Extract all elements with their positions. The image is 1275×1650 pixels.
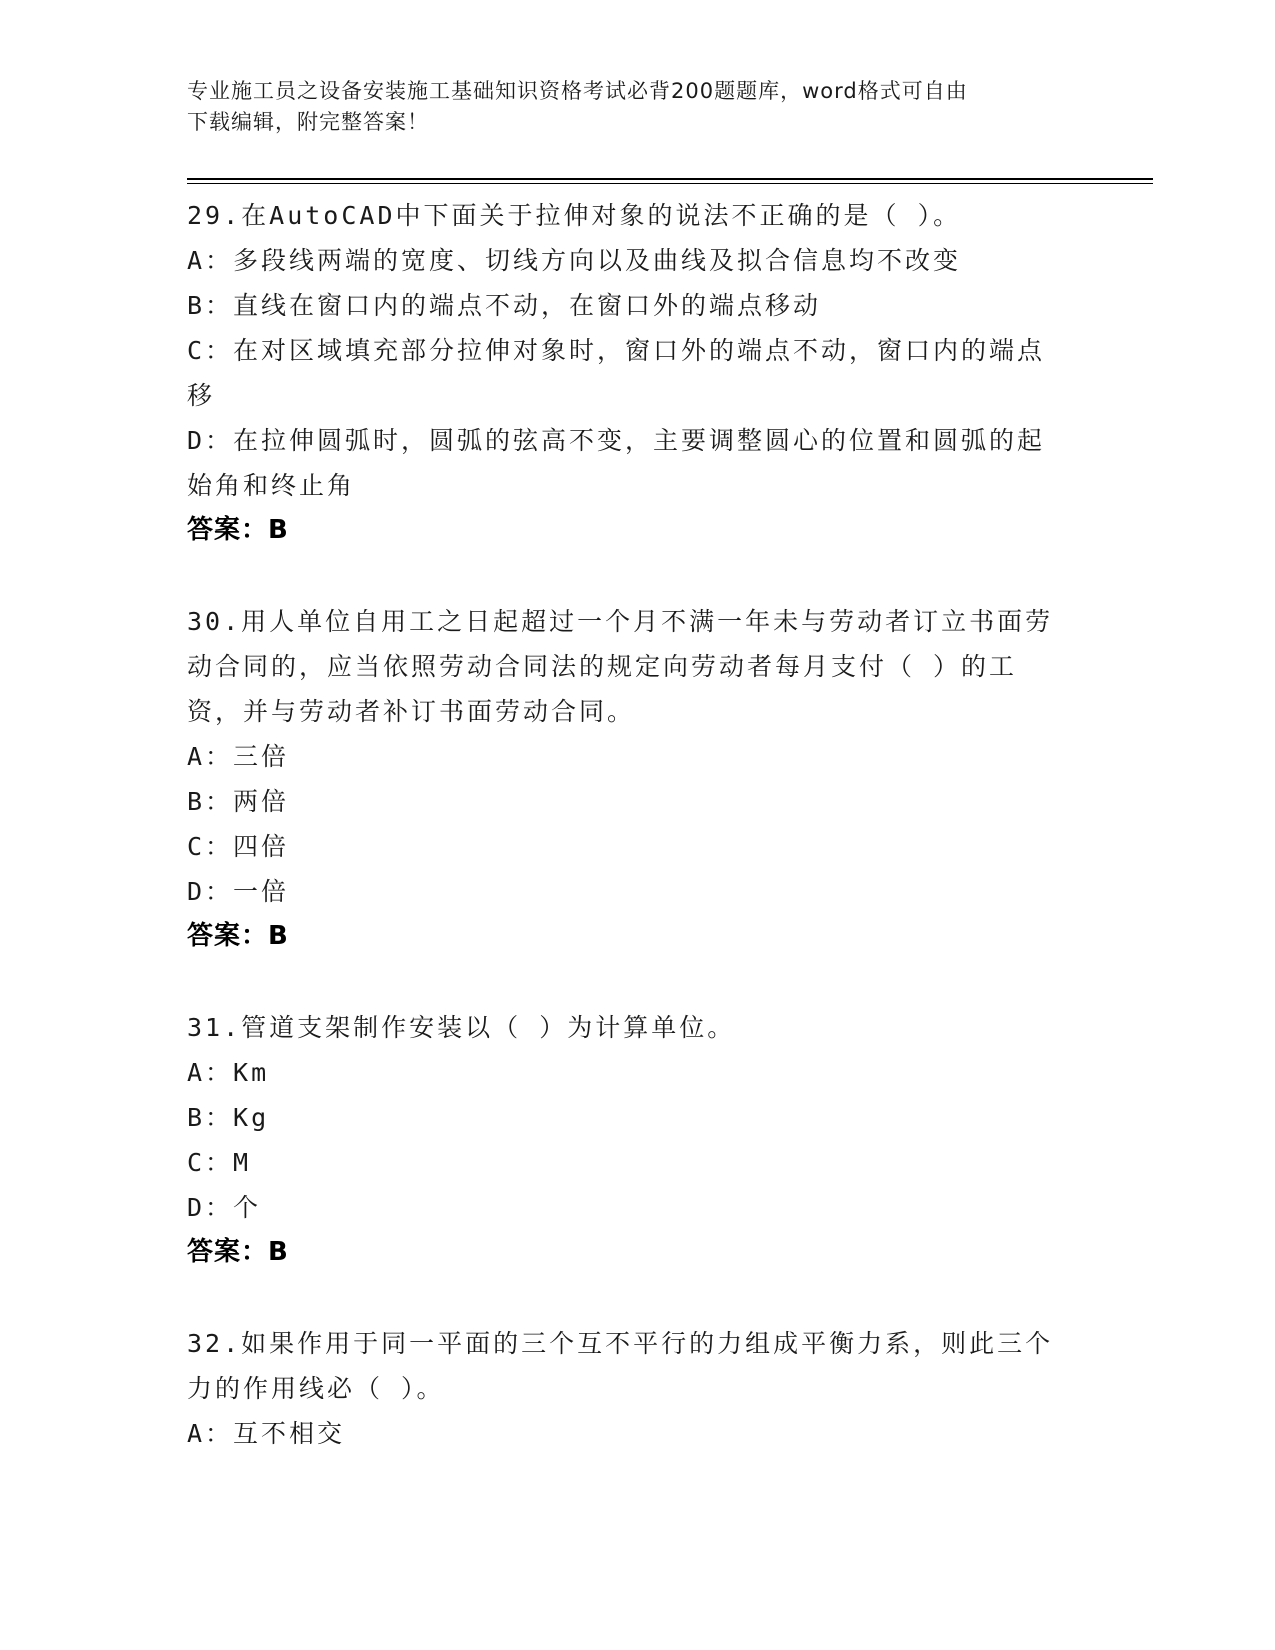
answer: 答案：B <box>187 921 289 951</box>
question-text: 31.管道支架制作安装以（ ）为计算单位。 <box>187 1013 736 1042</box>
question-30 <box>187 599 1072 959</box>
question-list <box>187 193 1072 1502</box>
option-c: C：四倍 <box>187 832 290 861</box>
option-b: B：Kg <box>187 1103 270 1132</box>
option-c: C：M <box>187 1148 252 1177</box>
question-32 <box>187 1321 1072 1456</box>
question-text: 30.用人单位自用工之日起超过一个月不满一年未与劳动者订立书面劳动合同的，应当依照劳动合同法的规定向劳动者每月支付（ ）的工资，并与劳动者补订书面劳动合同。 <box>187 607 1054 726</box>
option-d: D：一倍 <box>187 877 290 906</box>
header-line-1: 专业施工员之设备安装施工基础知识资格考试必背200题题库，word格式可自由 <box>187 79 968 103</box>
question-29 <box>187 193 1072 553</box>
option-a: A：互不相交 <box>187 1419 346 1448</box>
option-d: D：在拉伸圆弧时，圆弧的弦高不变，主要调整圆心的位置和圆弧的起始角和终止角 <box>187 426 1046 500</box>
header-divider-thick <box>187 178 1153 180</box>
page-header <box>187 76 1067 138</box>
option-d: D：个 <box>187 1193 262 1222</box>
option-b: B：两倍 <box>187 787 290 816</box>
question-text: 29.在AutoCAD中下面关于拉伸对象的说法不正确的是（ ）。 <box>187 201 962 230</box>
option-c: C：在对区域填充部分拉伸对象时，窗口外的端点不动，窗口内的端点移 <box>187 336 1046 410</box>
option-a: A：Km <box>187 1058 270 1087</box>
header-divider-thin <box>187 183 1153 184</box>
header-line-2: 下载编辑，附完整答案！ <box>187 110 429 134</box>
question-text: 32.如果作用于同一平面的三个互不平行的力组成平衡力系，则此三个力的作用线必（ ）。 <box>187 1329 1054 1403</box>
option-a: A：多段线两端的宽度、切线方向以及曲线及拟合信息均不改变 <box>187 246 962 275</box>
question-31 <box>187 1005 1072 1275</box>
answer: 答案：B <box>187 1237 289 1267</box>
answer: 答案：B <box>187 515 289 545</box>
option-b: B：直线在窗口内的端点不动，在窗口外的端点移动 <box>187 291 822 320</box>
option-a: A：三倍 <box>187 742 290 771</box>
